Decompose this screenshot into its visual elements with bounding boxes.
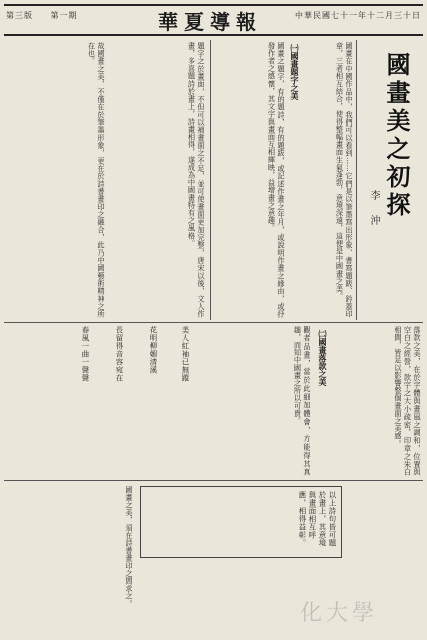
bottom-left-text: 國畫之美，須在詩書畫印之間求之。 [125,486,134,608]
article-title: 國畫美之初探 [382,52,411,220]
article-column-3 [110,42,206,318]
poem-line-1: 美人紅袖已無蹤 [181,326,190,382]
issue-date: 中華民國七十一年十二月三十日 [295,11,421,20]
bottom-left-column [8,486,134,626]
bottom-poem-box [140,486,342,558]
title-divider [356,40,357,320]
bottom-poem-text: 以上詩句皆可題於畫上，其意境與畫面相互呼應，相得益彰。 [298,491,337,547]
subhead-2: ㈡國畫落款之美 [318,330,328,386]
article-column-1 [300,42,354,318]
poem-line-3: 長留得音容宛在 [115,326,124,382]
masthead-title: 華夏導報 [158,10,262,34]
column-divider-1 [210,40,211,320]
poem-line-4: 春風一曲一聲聲 [81,326,90,382]
subhead-1: ㈠國畫題字之美 [290,44,300,100]
article-text-3: 題字之於畫面，不但可以補畫面之不足，並可使畫面更加完整，唐宋以後，文人作畫，多喜題詩於畫上，詩畫相得，遂成為中國畫特有之風格。 [187,42,206,318]
issue-label: 第一期 [50,11,78,20]
article-author: 李 沖 [368,190,379,232]
article-column-2 [214,42,286,318]
article-column-5 [330,326,422,476]
lower-divider [4,480,423,481]
article-text-1: 國畫在中國作品中，我們可以看到……它們是以筆墨寫出形象、書寫題跋、鈐蓋印章，三者相互結合，使得整幅畫面生氣蓬勃，意境深遠，這便是中國畫之美。 [335,42,354,318]
section-divider [4,322,423,323]
article-text-4: 故國畫之美，不僅在於筆墨形象，更在於詩書畫印之融合，此乃中國藝術精神之所在也。 [87,42,106,318]
poem-line-2: 花明柳媚清溪 [149,326,158,374]
poem-quotes [8,326,194,476]
article-text-6: 觀者品畫，當於此細加體會，方能得其真趣，而知中國畫之所以可貴。 [293,326,312,476]
article-title-block [360,40,420,320]
article-column-6 [200,326,312,476]
article-column-4 [8,42,106,318]
watermark: 化大學 [300,601,379,626]
header-rule-bottom [4,34,423,36]
article-text-2: 國畫之題字，有的題詩，有的題跋，或記述作畫之年月，或說明作畫之緣由，或抒發作者之感懷，其文字與畫面互相輝映，益增畫之意趣。 [267,42,286,318]
article-text-5: 落款之美，在於字體與畫風之調和，位置與空白之經營，款字之大小疏密，印章之朱白相間，皆足以影響整個畫面之美感。 [394,326,422,476]
header-left [6,10,92,21]
page-label: 第三版 [6,11,33,20]
